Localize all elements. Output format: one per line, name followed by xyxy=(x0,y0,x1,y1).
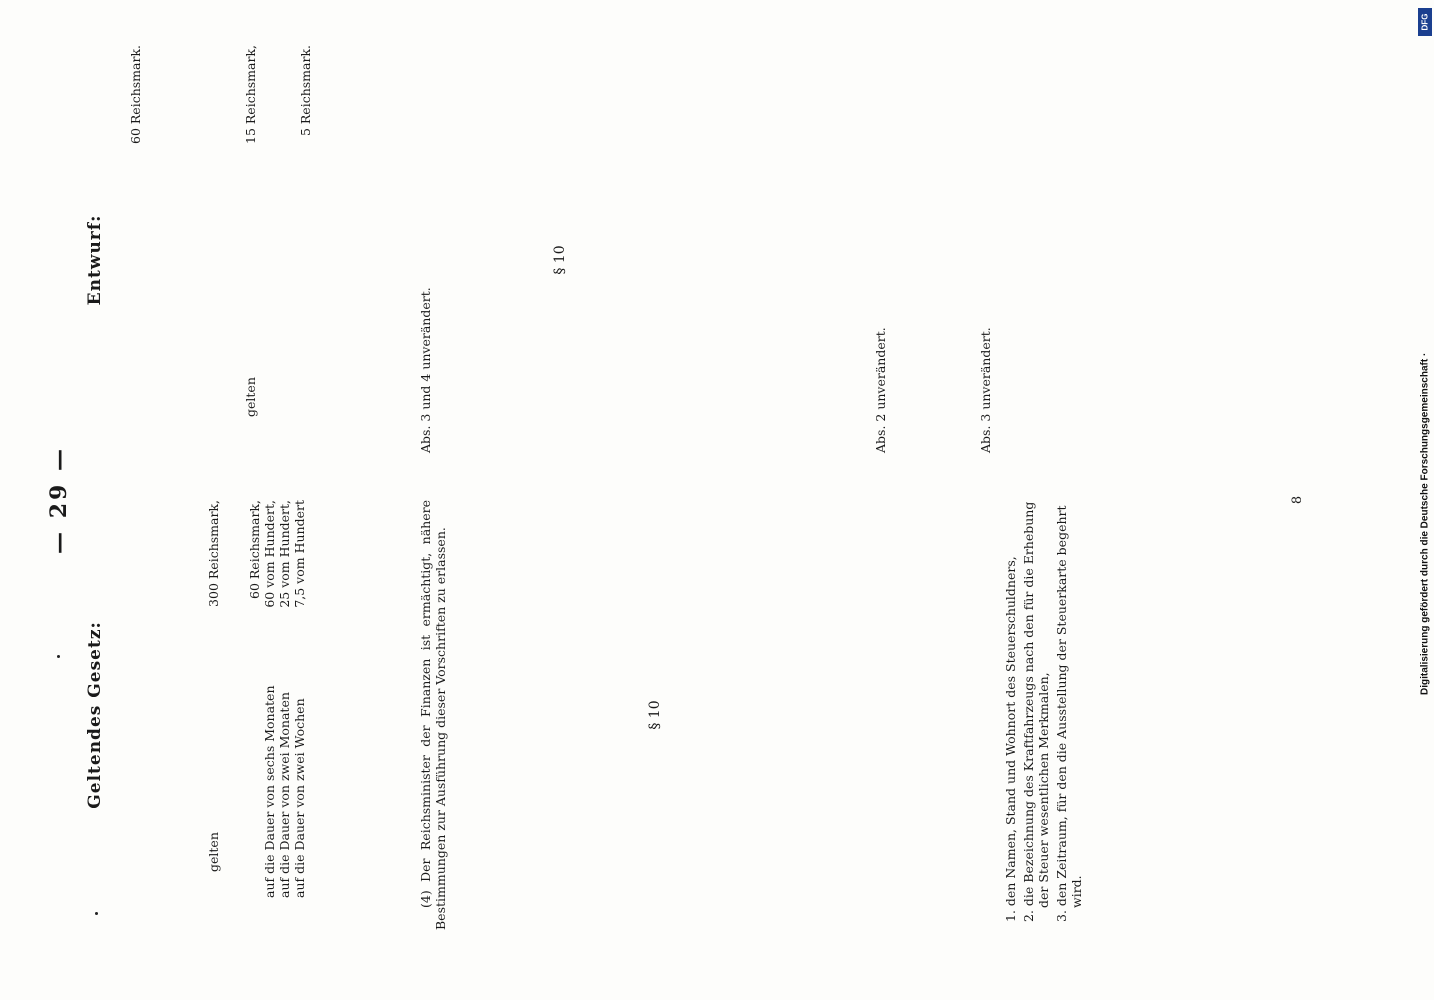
list-item: 1. den Namen, Stand und Wohnort des Steuerschuldners, xyxy=(1003,556,1018,922)
dfg-logo: DFG xyxy=(1418,8,1432,36)
page-number-header: — 29 — xyxy=(46,446,72,554)
draft-para-3-4: Abs. 3 und 4 unverändert. xyxy=(418,287,433,453)
current-law-para-4: (4) Der Reichsminister der Finanzen ist ermächtigt, nähere Bestimmungen zur Ausführung dieser Vorschriften zu erlassen. xyxy=(418,500,448,930)
rate-row: auf die Dauer von sechs Monaten 60 vom Hundert, xyxy=(262,500,277,898)
current-law-column xyxy=(85,500,1084,930)
draft-column xyxy=(85,45,993,475)
current-law-rates xyxy=(206,500,307,930)
draft-heading: Entwurf: xyxy=(85,214,105,306)
rate-row: 60 Reichsmark, xyxy=(247,500,262,599)
rate-row: auf die Dauer von zwei Wochen 7,5 vom Hundert xyxy=(292,500,307,898)
digitization-attribution: Digitalisierung gefördert durch die Deutsche Forschungsgemeinschaft · xyxy=(1419,352,1431,695)
current-law-heading: Geltendes Gesetz: xyxy=(85,621,105,809)
rate-row: auf die Dauer von zwei Monaten 25 vom Hundert, xyxy=(277,500,292,898)
rate-row: gelten 300 Reichsmark, xyxy=(206,500,221,872)
rate-row: 5 Reichsmark. xyxy=(298,45,313,137)
ink-speck xyxy=(57,655,60,658)
ink-speck xyxy=(95,912,98,915)
current-law-section-10: § 10 xyxy=(647,700,663,730)
rate-row: gelten 15 Reichsmark, xyxy=(243,45,258,417)
draft-section-10: § 10 xyxy=(552,245,568,275)
draft-para-3: Abs. 3 unverändert. xyxy=(978,327,993,453)
page-number-footer: 8 xyxy=(1290,495,1305,505)
list-item: 2. die Bezeichnung des Kraftfahrzeugs nach den für die Erhebung der Steuer wesentlichen Merkmalen, xyxy=(1021,501,1051,922)
draft-para-2: Abs. 2 unverändert. xyxy=(873,327,888,453)
list-item: 3. den Zeitraum, für den die Ausstellung der Steuerkarte begehrt wird. xyxy=(1054,505,1084,922)
rate-row: 60 Reichsmark. xyxy=(128,45,143,144)
current-law-requirements-list xyxy=(1003,500,1087,930)
draft-rates xyxy=(128,45,313,475)
